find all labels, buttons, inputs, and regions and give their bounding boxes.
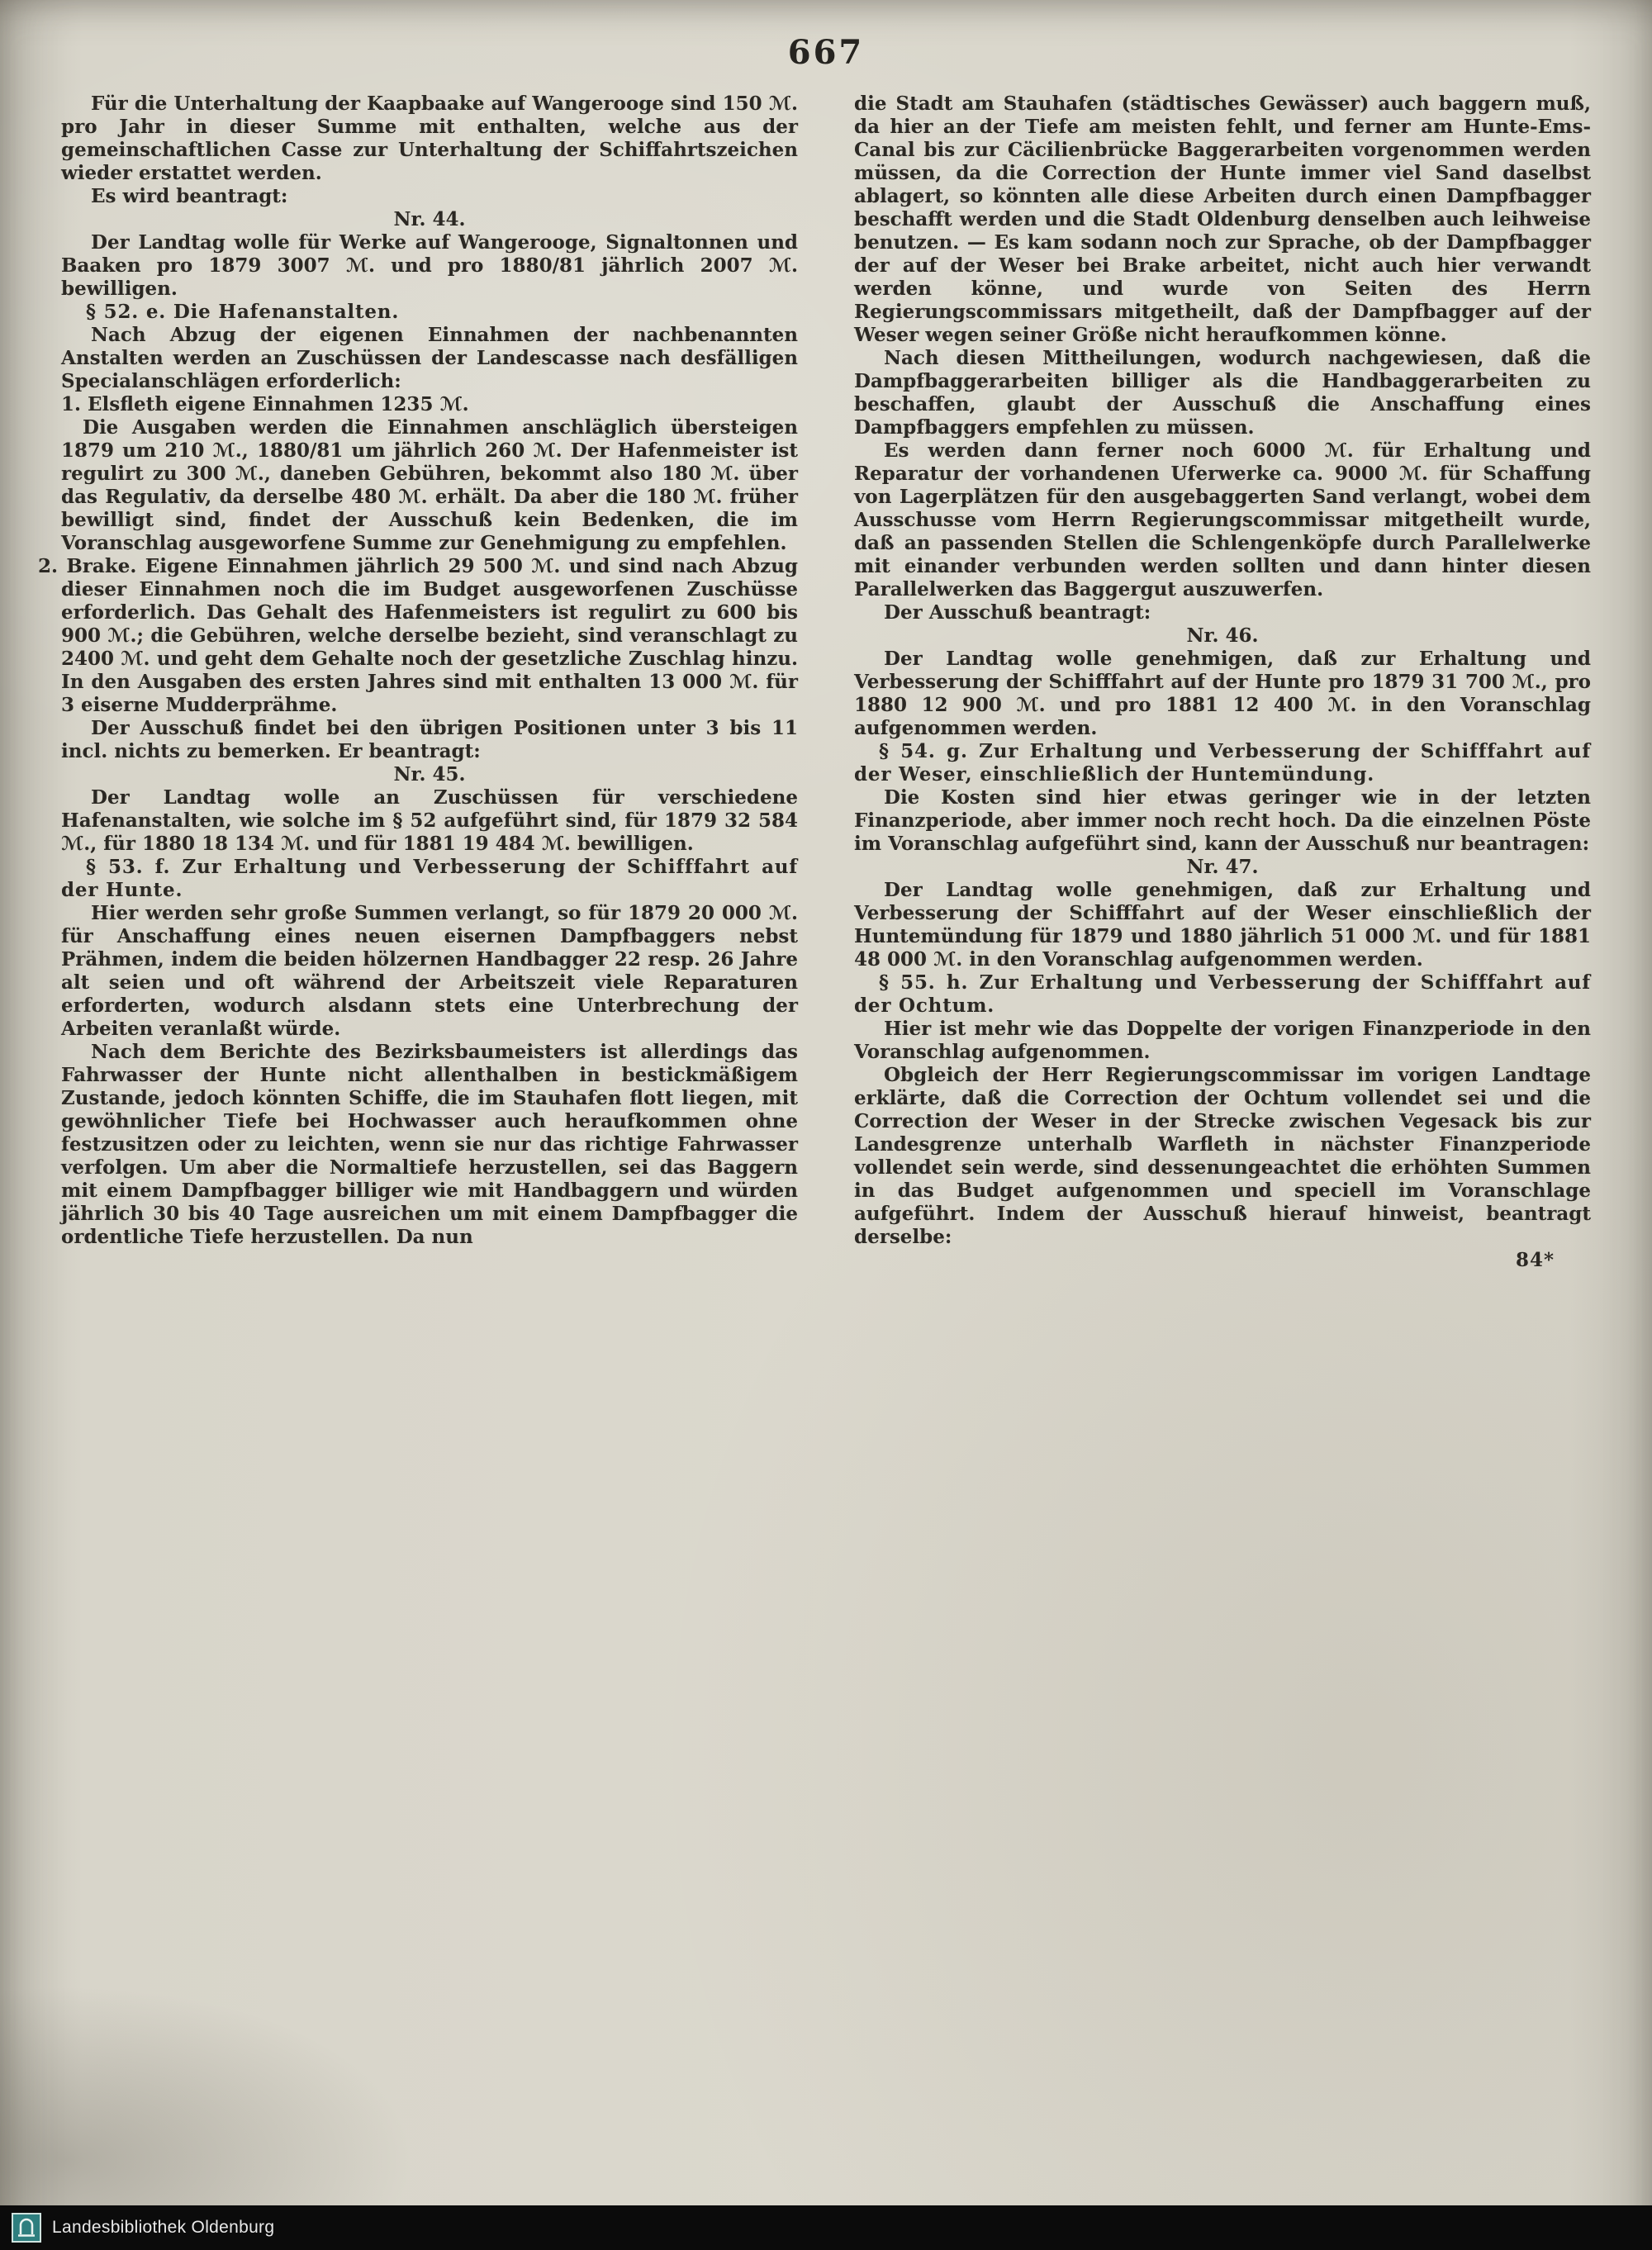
section-55-heading: § 55. h. Zur Erhaltung und Verbesserung der Schifffahrt auf der Ochtum. [854,971,1591,1017]
page-number: 667 [787,33,865,72]
motion-47-text: Der Landtag wolle genehmigen, daß zur Erhaltung und Verbesserung der Schifffahrt auf der Weser einschließlich der Huntemündung für 1879 und 1880 jährlich 51 000 ℳ. und für 1881 48 000 ℳ. in den Voranschlag aufgenommen werden. [854,879,1591,971]
section-52-heading: § 52. e. Die Hafenanstalten. [86,301,400,323]
paragraph-es-wird-beantragt: Es wird beantragt: [91,185,288,207]
motion-number-47: Nr. 47. [1186,856,1259,878]
section-53-heading: § 53. f. Zur Erhaltung und Verbesserung der Schifffahrt auf der Hunte. [61,856,798,901]
paragraph-regierungscommissar: Obgleich der Herr Regierungscommissar im vorigen Landtage erklärte, daß die Correction der Ochtum vollendet sei und die Correction der Weser in der Strecke zwischen Vegesack bis zur Landesgrenze unterhalb Warfleth in nächster Finanzperiode vollendet sein werde, sind dessenungeachtet die erhöhten Summen in das Budget aufgenommen und speciell im Voranschlage aufgeführt. Indem der Ausschuß hierauf hinweist, beantragt derselbe: [854,1064,1591,1248]
motion-46-text: Der Landtag wolle genehmigen, daß zur Erhaltung und Verbesserung der Schifffahrt auf der Hunte pro 1879 31 700 ℳ., pro 1880 12 900 ℳ. und pro 1881 12 400 ℳ. in den Voranschlag aufgenommen werden. [854,648,1591,739]
left-column [38,93,798,1272]
library-name: Landesbibliothek Oldenburg [52,2218,275,2237]
library-logo-icon [12,2213,41,2243]
library-footer [0,2205,1652,2250]
motion-number-44: Nr. 44. [393,208,466,230]
motion-45-text: Der Landtag wolle an Zuschüssen für verschiedene Hafenanstalten, wie solche im § 52 aufgeführt sind, für 1879 32 584 ℳ., für 1880 18 134 ℳ. und für 1881 19 484 ℳ. bewilligen. [61,786,798,855]
section-54-heading: § 54. g. Zur Erhaltung und Verbesserung der Schifffahrt auf der Weser, einschließlich der Huntemündung. [854,740,1591,786]
paragraph-grosse-summen: Hier werden sehr große Summen verlangt, so für 1879 20 000 ℳ. für Anschaffung eines neuen eisernen Dampfbaggers nebst Prähmen, indem die beiden hölzernen Handbagger 22 resp. 26 Jahre alt seien und oft während der Arbeitszeit viele Reparaturen erforderten, wodurch alsdann stets eine Unterbrechung der Arbeiten veranlaßt würde. [61,902,798,1040]
list-item-1-elsfleth: 1. Elsfleth eigene Einnahmen 1235 ℳ. [61,393,469,415]
signature-mark: 84* [1515,1249,1555,1271]
motion-number-46: Nr. 46. [1186,624,1259,647]
paragraph-bezirksbaumeister: Nach dem Berichte des Bezirksbaumeisters ist allerdings das Fahrwasser der Hunte nicht allenthalben in bestickmäßigem Zustande, jedoch könnten Schiffe, die im Stauhafen flott liegen, mit gewöhnlicher Tiefe bei Hochwasser auch heraufkommen ohne festzusitzen oder zu leichten, wenn sie nur das richtige Fahrwasser verfolgen. Um aber die Normaltiefe herzustellen, sei das Baggern mit einem Dampfbagger billiger wie mit Handbaggern und würden jährlich 30 bis 40 Tage ausreichen um mit einem Dampfbagger die ordentliche Tiefe herzustellen. Da nun [61,1041,798,1248]
paragraph-doppelte: Hier ist mehr wie das Doppelte der vorigen Finanzperiode in den Voranschlag aufgenommen. [854,1018,1591,1063]
right-column [854,93,1591,1272]
paragraph-uferwerke: Es werden dann ferner noch 6000 ℳ. für Erhaltung und Reparatur der vorhandenen Uferwerke ca. 9000 ℳ. für Schaffung von Lagerplätzen für den ausgebaggerten Sand verlangt, wobei dem Ausschusse vom Herrn Regierungscommissar mitgetheilt wurde, daß an passenden Stellen die Schlengenköpfe durch Parallelwerke mit einander verbunden werden sollten und dann hinter diesen Parallelwerken das Baggergut auszuwerfen. [854,439,1591,600]
paragraph-stauhafen-fortsetzung: die Stadt am Stauhafen (städtisches Gewässer) auch baggern muß, da hier an der Tiefe am meisten fehlt, und ferner am Hunte-Ems-Canal bis zur Cäcilienbrücke Baggerarbeiten vorgenommen werden müssen, da die Correction der Hunte immer viel Sand daselbst ablagert, so könnten alle diese Arbeiten durch einen Dampfbagger beschafft werden und die Stadt Oldenburg denselben auch leihweise benutzen. — Es kam sodann noch zur Sprache, ob der Dampfbagger der auf der Weser bei Brake arbeitet, nicht auch hier verwandt werden könne, und wurde von Seiten des Herrn Regierungscommissars mitgetheilt, daß der Dampfbagger auf der Weser wegen seiner Größe nicht heraufkommen könne. [854,93,1591,346]
paragraph-mittheilungen: Nach diesen Mittheilungen, wodurch nachgewiesen, daß die Dampfbaggerarbeiten billiger als die Handbaggerarbeiten zu beschaffen, glaubt der Ausschuß die Anschaffung eines Dampfbaggers empfehlen zu müssen. [854,347,1591,439]
paragraph-elsfleth-detail: Die Ausgaben werden die Einnahmen anschläglich übersteigen 1879 um 210 ℳ., 1880/81 um jährlich 260 ℳ. Der Hafenmeister ist regulirt zu 300 ℳ., daneben Gebühren, bekommt also 180 ℳ. über das Regulativ, da derselbe 480 ℳ. erhält. Da aber die 180 ℳ. früher bewilligt sind, findet der Ausschuß kein Bedenken, die im Voranschlag ausgeworfene Summe zur Genehmigung zu empfehlen. [61,416,798,554]
list-item-2-brake: 2. Brake. Eigene Einnahmen jährlich 29 500 ℳ. und sind nach Abzug dieser Einnahmen noch die im Budget ausgeworfenen Zuschüsse erforderlich. Das Gehalt des Hafenmeisters ist regulirt zu 600 bis 900 ℳ.; die Gebühren, welche derselbe bezieht, sind veranschlagt zu 2400 ℳ. und geht dem Gehalte noch der gesetzliche Zuschlag hinzu. In den Ausgaben des ersten Jahres sind mit enthalten 13 000 ℳ. für 3 eiserne Mudderprähme. [38,555,798,716]
paragraph-kaapbaake: Für die Unterhaltung der Kaapbaake auf Wangerooge sind 150 ℳ. pro Jahr in dieser Summe mit enthalten, welche aus der gemeinschaftlichen Casse zur Unterhaltung der Schiffahrtszeichen wieder erstattet werden. [61,93,798,184]
paragraph-ausschuss-findet: Der Ausschuß findet bei den übrigen Positionen unter 3 bis 11 incl. nichts zu bemerken. Er beantragt: [61,717,798,762]
page-content [38,93,1591,1272]
paragraph-kosten-geringer: Die Kosten sind hier etwas geringer wie in der letzten Finanzperiode, aber immer noch recht hoch. Da die einzelnen Pöste im Voranschlag aufgeführt sind, kann der Ausschuß nur beantragen: [854,786,1591,855]
motion-44-text: Der Landtag wolle für Werke auf Wangerooge, Signaltonnen und Baaken pro 1879 3007 ℳ. und pro 1880/81 jährlich 2007 ℳ. bewilligen. [61,231,798,300]
paragraph-zuschuesse: Nach Abzug der eigenen Einnahmen der nachbenannten Anstalten werden an Zuschüssen der Landescasse nach desfälligen Specialanschlägen erforderlich: [61,324,798,392]
motion-number-45: Nr. 45. [393,763,466,786]
paragraph-ausschuss-beantragt: Der Ausschuß beantragt: [884,601,1151,624]
